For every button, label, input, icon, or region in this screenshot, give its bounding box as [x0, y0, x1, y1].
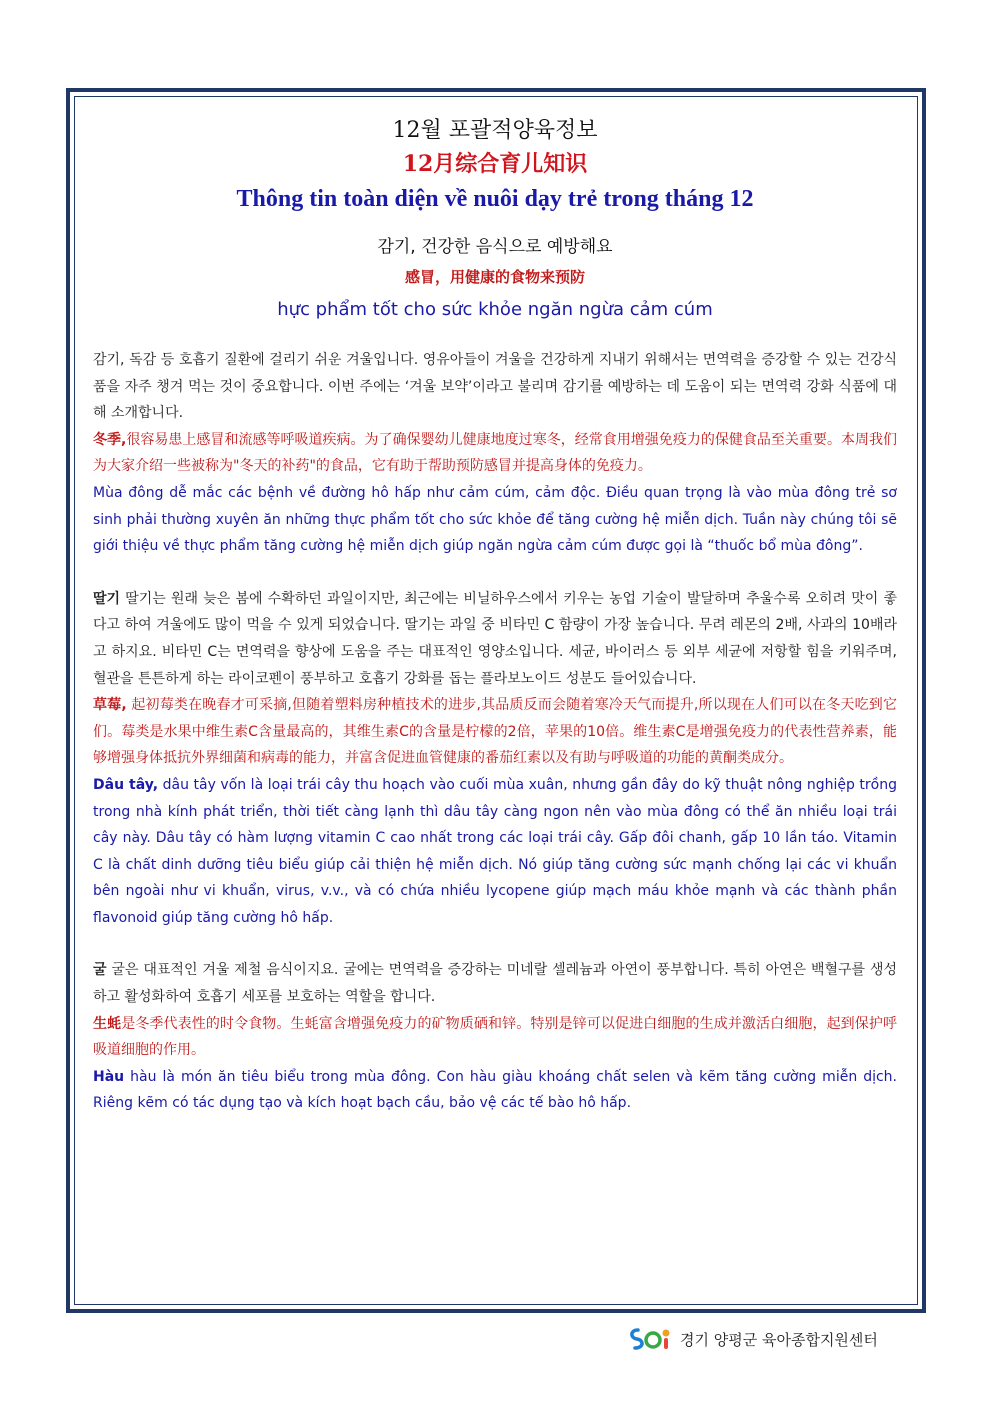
- strawberry-korean-label: 딸기: [93, 590, 121, 607]
- center-logo-icon: [626, 1324, 674, 1354]
- title-korean: 12월 포괄적양육정보: [392, 118, 598, 143]
- oyster-chinese: [93, 1011, 897, 1064]
- strawberry-korean: [93, 586, 897, 692]
- subheading-korean: 감기, 건강한 음식으로 예방해요: [377, 237, 613, 257]
- title-vietnamese: Thông tin toàn diện về nuôi dạy trẻ trong tháng 12: [236, 186, 754, 212]
- strawberry-chinese-label: 草莓,: [93, 697, 127, 714]
- oyster-korean-text: 굴은 대표적인 겨울 제철 음식이지요. 굴에는 면역력을 증강하는 미네랄 셀레늄과 아연이 풍부합니다. 특히 아연은 백혈구를 생성하고 활성화하여 호흡기 세포를 보호하는 역할을 합니다.: [93, 962, 897, 1006]
- oyster-vietnamese: [93, 1064, 897, 1117]
- oyster-chinese-label: 生蚝: [93, 1015, 122, 1032]
- intro-chinese-text: 很容易患上感冒和流感等呼吸道疾病。为了确保婴幼儿健康地度过寒冬，经常食用增强免疫力的保健食品至关重要。本周我们为大家介绍一些被称为"冬天的补药"的食品，它有助于帮助预防感冒并提高身体的免疫力。: [93, 431, 897, 475]
- title-chinese: 12月综合育儿知识: [402, 151, 588, 177]
- oyster-korean-label: 굴: [93, 962, 107, 979]
- strawberry-vietnamese: [93, 772, 897, 932]
- footer: [626, 1322, 878, 1356]
- strawberry-chinese-text: 起初莓类在晚春才可采摘,但随着塑料房种植技术的进步,其品质反而会随着寒冷天气而提升,所以现在人们可以在冬天吃到它们。莓类是水果中维生素C含量最高的，其维生素C的含量是柠檬的2倍，苹果的10倍。维生素C是增强免疫力的代表性营养素，能够增强身体抵抗外界细菌和病毒的能力，并富含促进血管健康的番茄红素以及有助与呼吸道的功能的黄酮类成分。: [93, 697, 897, 767]
- intro-korean: 감기, 독감 등 호흡기 질환에 걸리기 쉬운 겨울입니다. 영유아들이 겨울을 건강하게 지내기 위해서는 면역력을 증강할 수 있는 건강식품을 자주 챙겨 먹는 것이 중요합니다. 이번 주에는 ‘겨울 보약’이라고 불리며 감기를 예방하는 데 도움이 되는 면역력 강화 식품에 대해 소개합니다.: [93, 352, 897, 422]
- strawberry-korean-text: 딸기는 원래 늦은 봄에 수확하던 과일이지만, 최근에는 비닐하우스에서 키우는 농업 기술이 발달하며 추울수록 오히려 맛이 좋다고 하여 겨울에도 많이 먹을 수 있게 되었습니다. 딸기는 과일 중 비타민 C 함량이 가장 높습니다. 무려 레몬의 2배, 사과의 10배라고 하지요. 비타민 C는 면역력을 향상에 도움을 주는 대표적인 영양소입니다. 세균, 바이러스 등 외부 세균에 저항할 힘을 키워주며, 혈관을 튼튼하게 하는 라이코펜이 풍부하고 호흡기 강화를 돕는 플라보노이드 성분도 들어있습니다.: [93, 590, 897, 687]
- subheading-chinese: 感冒，用健康的食物来预防: [404, 268, 585, 286]
- strawberry-chinese: [93, 692, 897, 772]
- oyster-chinese-text: 是冬季代表性的时令食物。生蚝富含增强免疫力的矿物质硒和锌。特别是锌可以促进白细胞的生成并激活白细胞，起到保护呼吸道细胞的作用。: [93, 1015, 898, 1059]
- strawberry-vietnamese-text: dâu tây vốn là loại trái cây thu hoạch vào cuối mùa xuân, nhưng gần đây do kỹ thuật nông nghiệp trồng trong nhà kính phát triển, thời tiết càng lạnh thì dâu tây càng ngon nên vào mùa đông có thể ăn nhiều loại trái cây này. Dâu tây có hàm lượng vitamin C cao nhất trong các loại trái cây. Gấp đôi chanh, gấp 10 lần táo. Vitamin C là chất dinh dưỡng tiêu biểu giúp cải thiện hệ miễn dịch. Nó giúp tăng cường sức mạnh chống lại các vi khuẩn bên ngoài như vi khuẩn, virus, v.v., và có chứa nhiều lycopene giúp mạch máu khỏe mạnh và các thành phần flavonoid giúp tăng cường hô hấp.: [93, 776, 897, 926]
- intro-vietnamese: Mùa đông dễ mắc các bệnh về đường hô hấp như cảm cúm, cảm độc. Điều quan trọng là vào mùa đông trẻ sơ sinh phải thường xuyên ăn những thực phẩm tốt cho sức khỏe để tăng cường hệ miễn dịch. Tuần này chúng tôi sẽ giới thiệu về thực phẩm tăng cường hệ miễn dịch giúp ngăn ngừa cảm cúm được gọi là “thuốc bổ mùa đông”.: [93, 484, 897, 555]
- footer-org-name: 경기 양평군 육아종합지원센터: [680, 1330, 878, 1349]
- oyster-korean: [93, 957, 897, 1010]
- subheading-vietnamese: hực phẩm tốt cho sức khỏe ngăn ngừa cảm cúm: [277, 299, 713, 320]
- newsletter-content: [93, 115, 897, 1117]
- intro-chinese: [93, 427, 897, 480]
- intro-chinese-label: 冬季,: [93, 431, 127, 448]
- oyster-vietnamese-label: Hàu: [93, 1068, 125, 1085]
- oyster-vietnamese-text: hàu là món ăn tiêu biểu trong mùa đông. Con hàu giàu khoáng chất selen và kẽm tăng cường miễn dịch. Riêng kẽm có tác dụng tạo và kích hoạt bạch cầu, bảo vệ các tế bào hô hấp.: [93, 1068, 897, 1112]
- strawberry-vietnamese-label: Dâu tây,: [93, 776, 159, 793]
